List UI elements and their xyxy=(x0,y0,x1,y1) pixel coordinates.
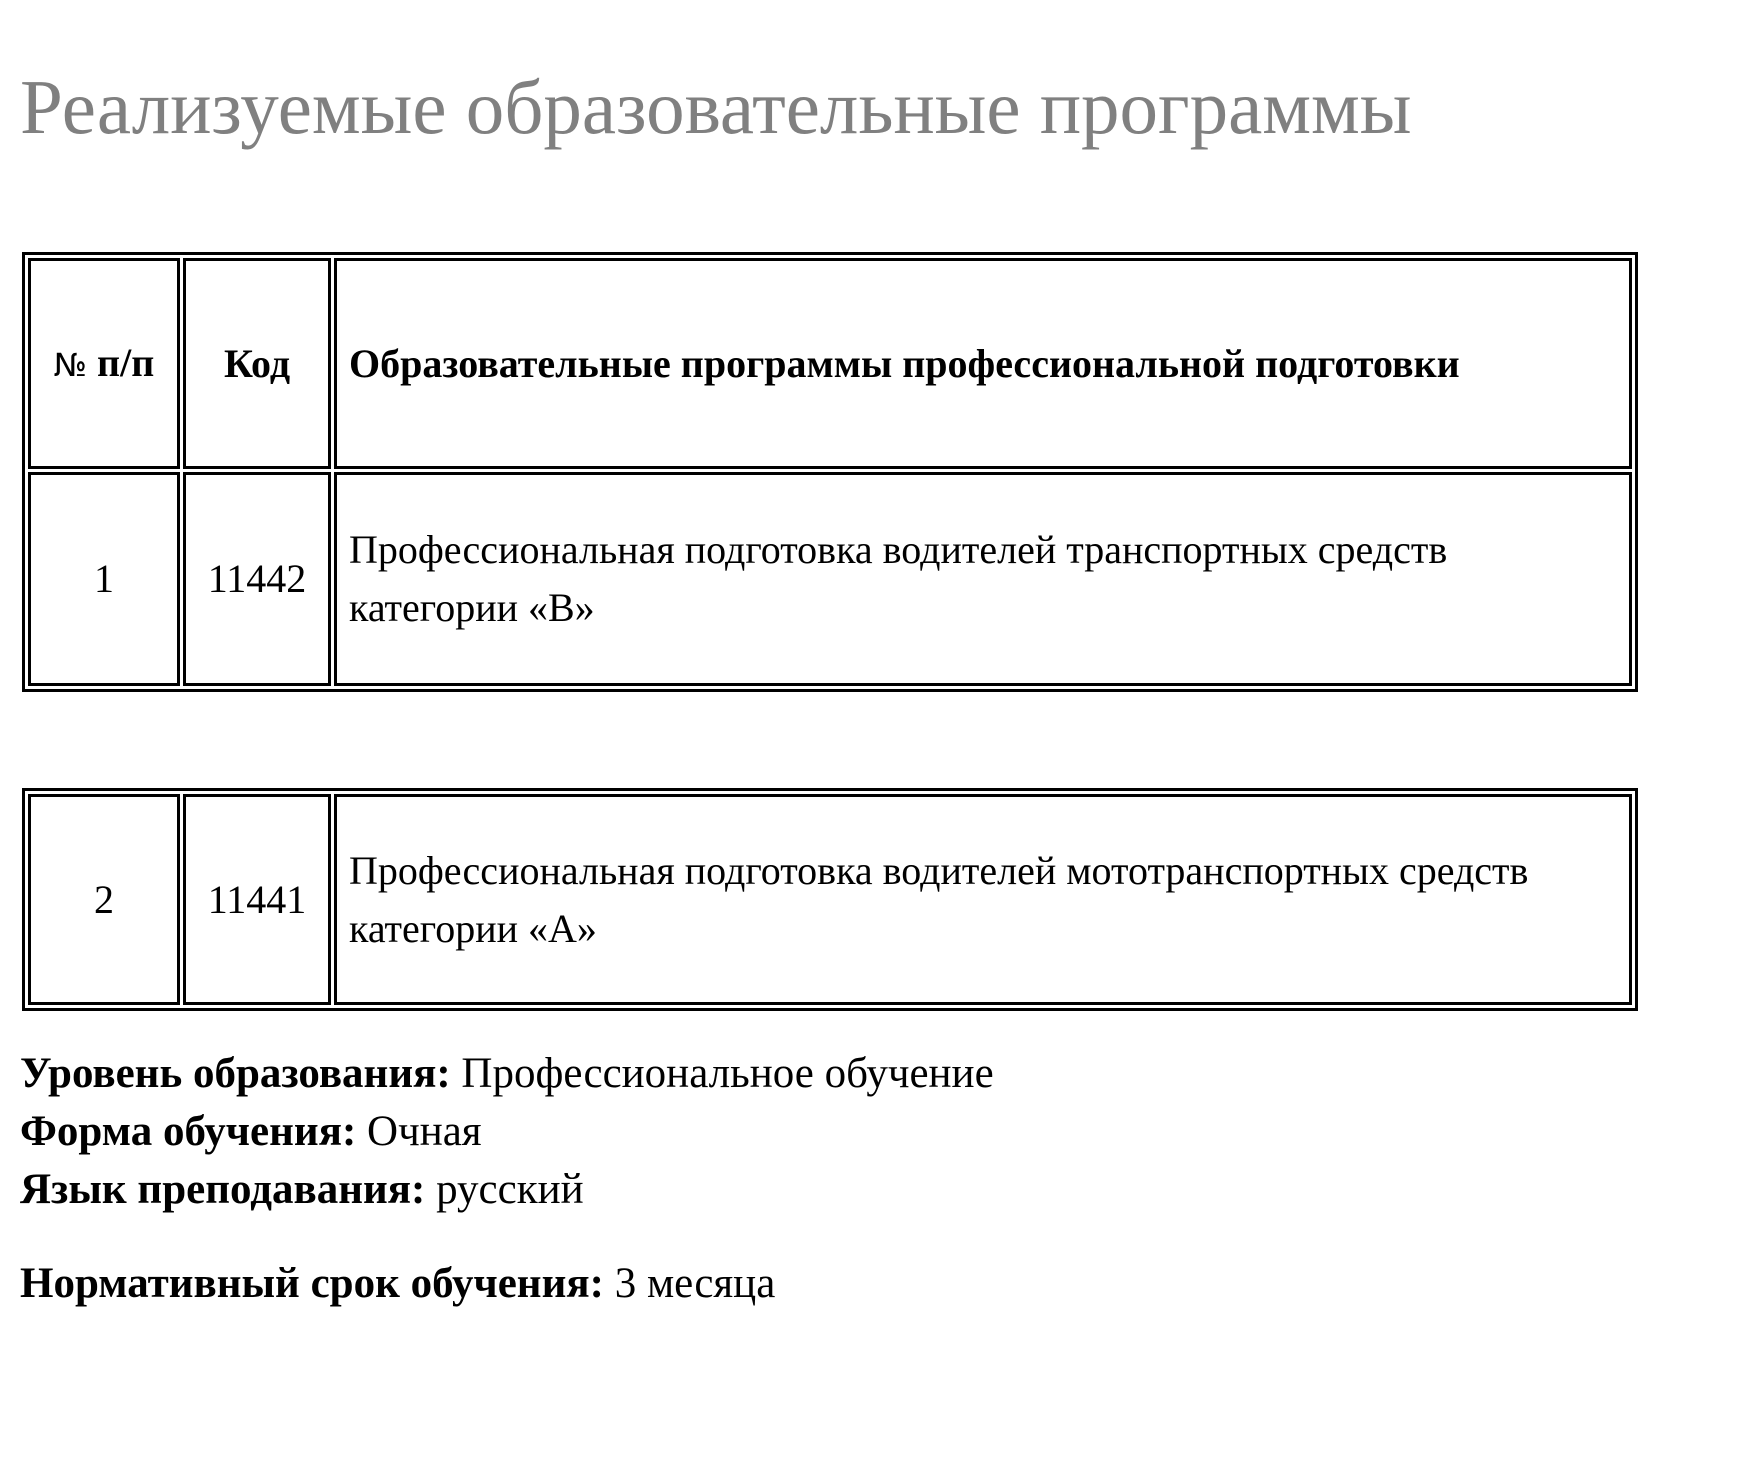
table-row xyxy=(28,794,1632,1005)
teaching-language-label: Язык преподавания: xyxy=(20,1166,426,1213)
table-header-row xyxy=(28,258,1632,469)
program-code: 11442 xyxy=(183,472,331,686)
study-duration xyxy=(20,1255,994,1313)
programs-table xyxy=(22,252,1638,692)
header-program: Образовательные программы профессиональной подготовки xyxy=(334,258,1632,469)
header-num xyxy=(28,258,180,469)
education-level-value: Профессиональное обучение xyxy=(461,1050,994,1097)
program-name: Профессиональная подготовка водителей транспортных средств категории «В» xyxy=(334,472,1632,686)
study-duration-label: Нормативный срок обучения: xyxy=(20,1260,604,1307)
teaching-language-value: русский xyxy=(436,1166,584,1213)
header-num-label: п/п xyxy=(97,339,155,385)
study-form-value: Очная xyxy=(367,1108,482,1155)
program-num: 1 xyxy=(28,472,180,686)
study-form-label: Форма обучения: xyxy=(20,1108,357,1155)
programs-table-2 xyxy=(22,788,1638,1011)
education-level-label: Уровень образования: xyxy=(20,1050,451,1097)
table-row xyxy=(28,472,1632,686)
study-duration-value: 3 месяца xyxy=(614,1260,776,1307)
teaching-language xyxy=(20,1161,994,1219)
header-code: Код xyxy=(183,258,331,469)
study-form xyxy=(20,1103,994,1161)
page-title: Реализуемые образовательные программы xyxy=(20,64,1412,150)
education-level xyxy=(20,1045,994,1103)
program-name: Профессиональная подготовка водителей мототранспортных средств категории «А» xyxy=(334,794,1632,1005)
program-info xyxy=(20,1045,994,1313)
program-code: 11441 xyxy=(183,794,331,1005)
program-num: 2 xyxy=(28,794,180,1005)
number-sign: № xyxy=(53,345,88,384)
